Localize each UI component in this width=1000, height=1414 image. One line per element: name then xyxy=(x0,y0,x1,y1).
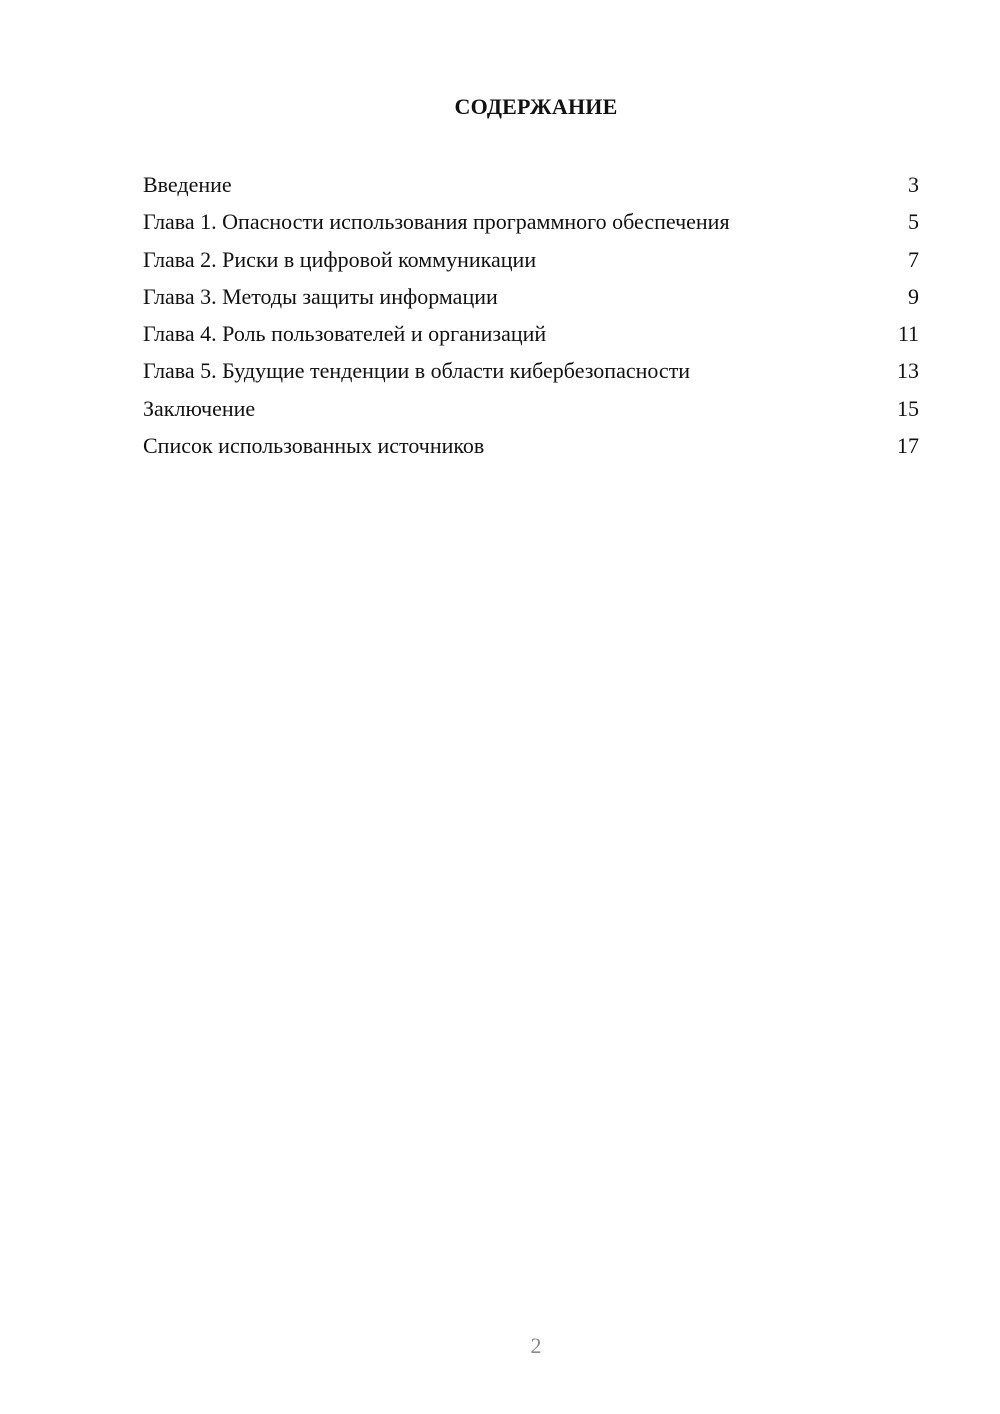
toc-entry-chapter-5 xyxy=(143,356,919,393)
toc-entry-label: Список использованных источников xyxy=(143,433,485,459)
toc-entry-page: 7 xyxy=(908,246,919,272)
toc-entry-label: Введение xyxy=(143,172,232,197)
toc-entry-label: Глава 1. Опасности использования программного обеспечения xyxy=(143,209,730,235)
toc-entry-label: Заключение xyxy=(143,395,256,421)
toc-entry-page: 11 xyxy=(897,321,919,347)
toc-entry-page: 17 xyxy=(897,433,919,459)
toc-entry-references xyxy=(143,431,919,468)
toc-entry-chapter-1 xyxy=(143,207,919,244)
toc-entry-conclusion xyxy=(143,394,919,431)
toc-entry-page: 3 xyxy=(908,172,919,197)
page-number: 2 xyxy=(530,1333,542,1358)
toc-entry-page: 15 xyxy=(897,395,919,421)
toc-entry-label: Глава 3. Методы защиты информации xyxy=(143,283,498,309)
toc-list xyxy=(143,170,919,468)
toc-title: СОДЕРЖАНИЕ xyxy=(454,94,618,119)
toc-entry-chapter-2 xyxy=(143,245,919,282)
toc-entry-label: Глава 2. Риски в цифровой коммуникации xyxy=(143,246,537,272)
toc-entry-introduction xyxy=(143,170,919,207)
toc-entry-chapter-4 xyxy=(143,319,919,356)
toc-entry-page: 5 xyxy=(908,209,919,235)
toc-entry-label: Глава 5. Будущие тенденции в области кибербезопасности xyxy=(143,358,691,384)
toc-entry-chapter-3 xyxy=(143,282,919,319)
toc-entry-page: 13 xyxy=(897,358,919,384)
toc-entry-label: Глава 4. Роль пользователей и организаций xyxy=(143,321,547,347)
toc-entry-page: 9 xyxy=(908,283,919,309)
